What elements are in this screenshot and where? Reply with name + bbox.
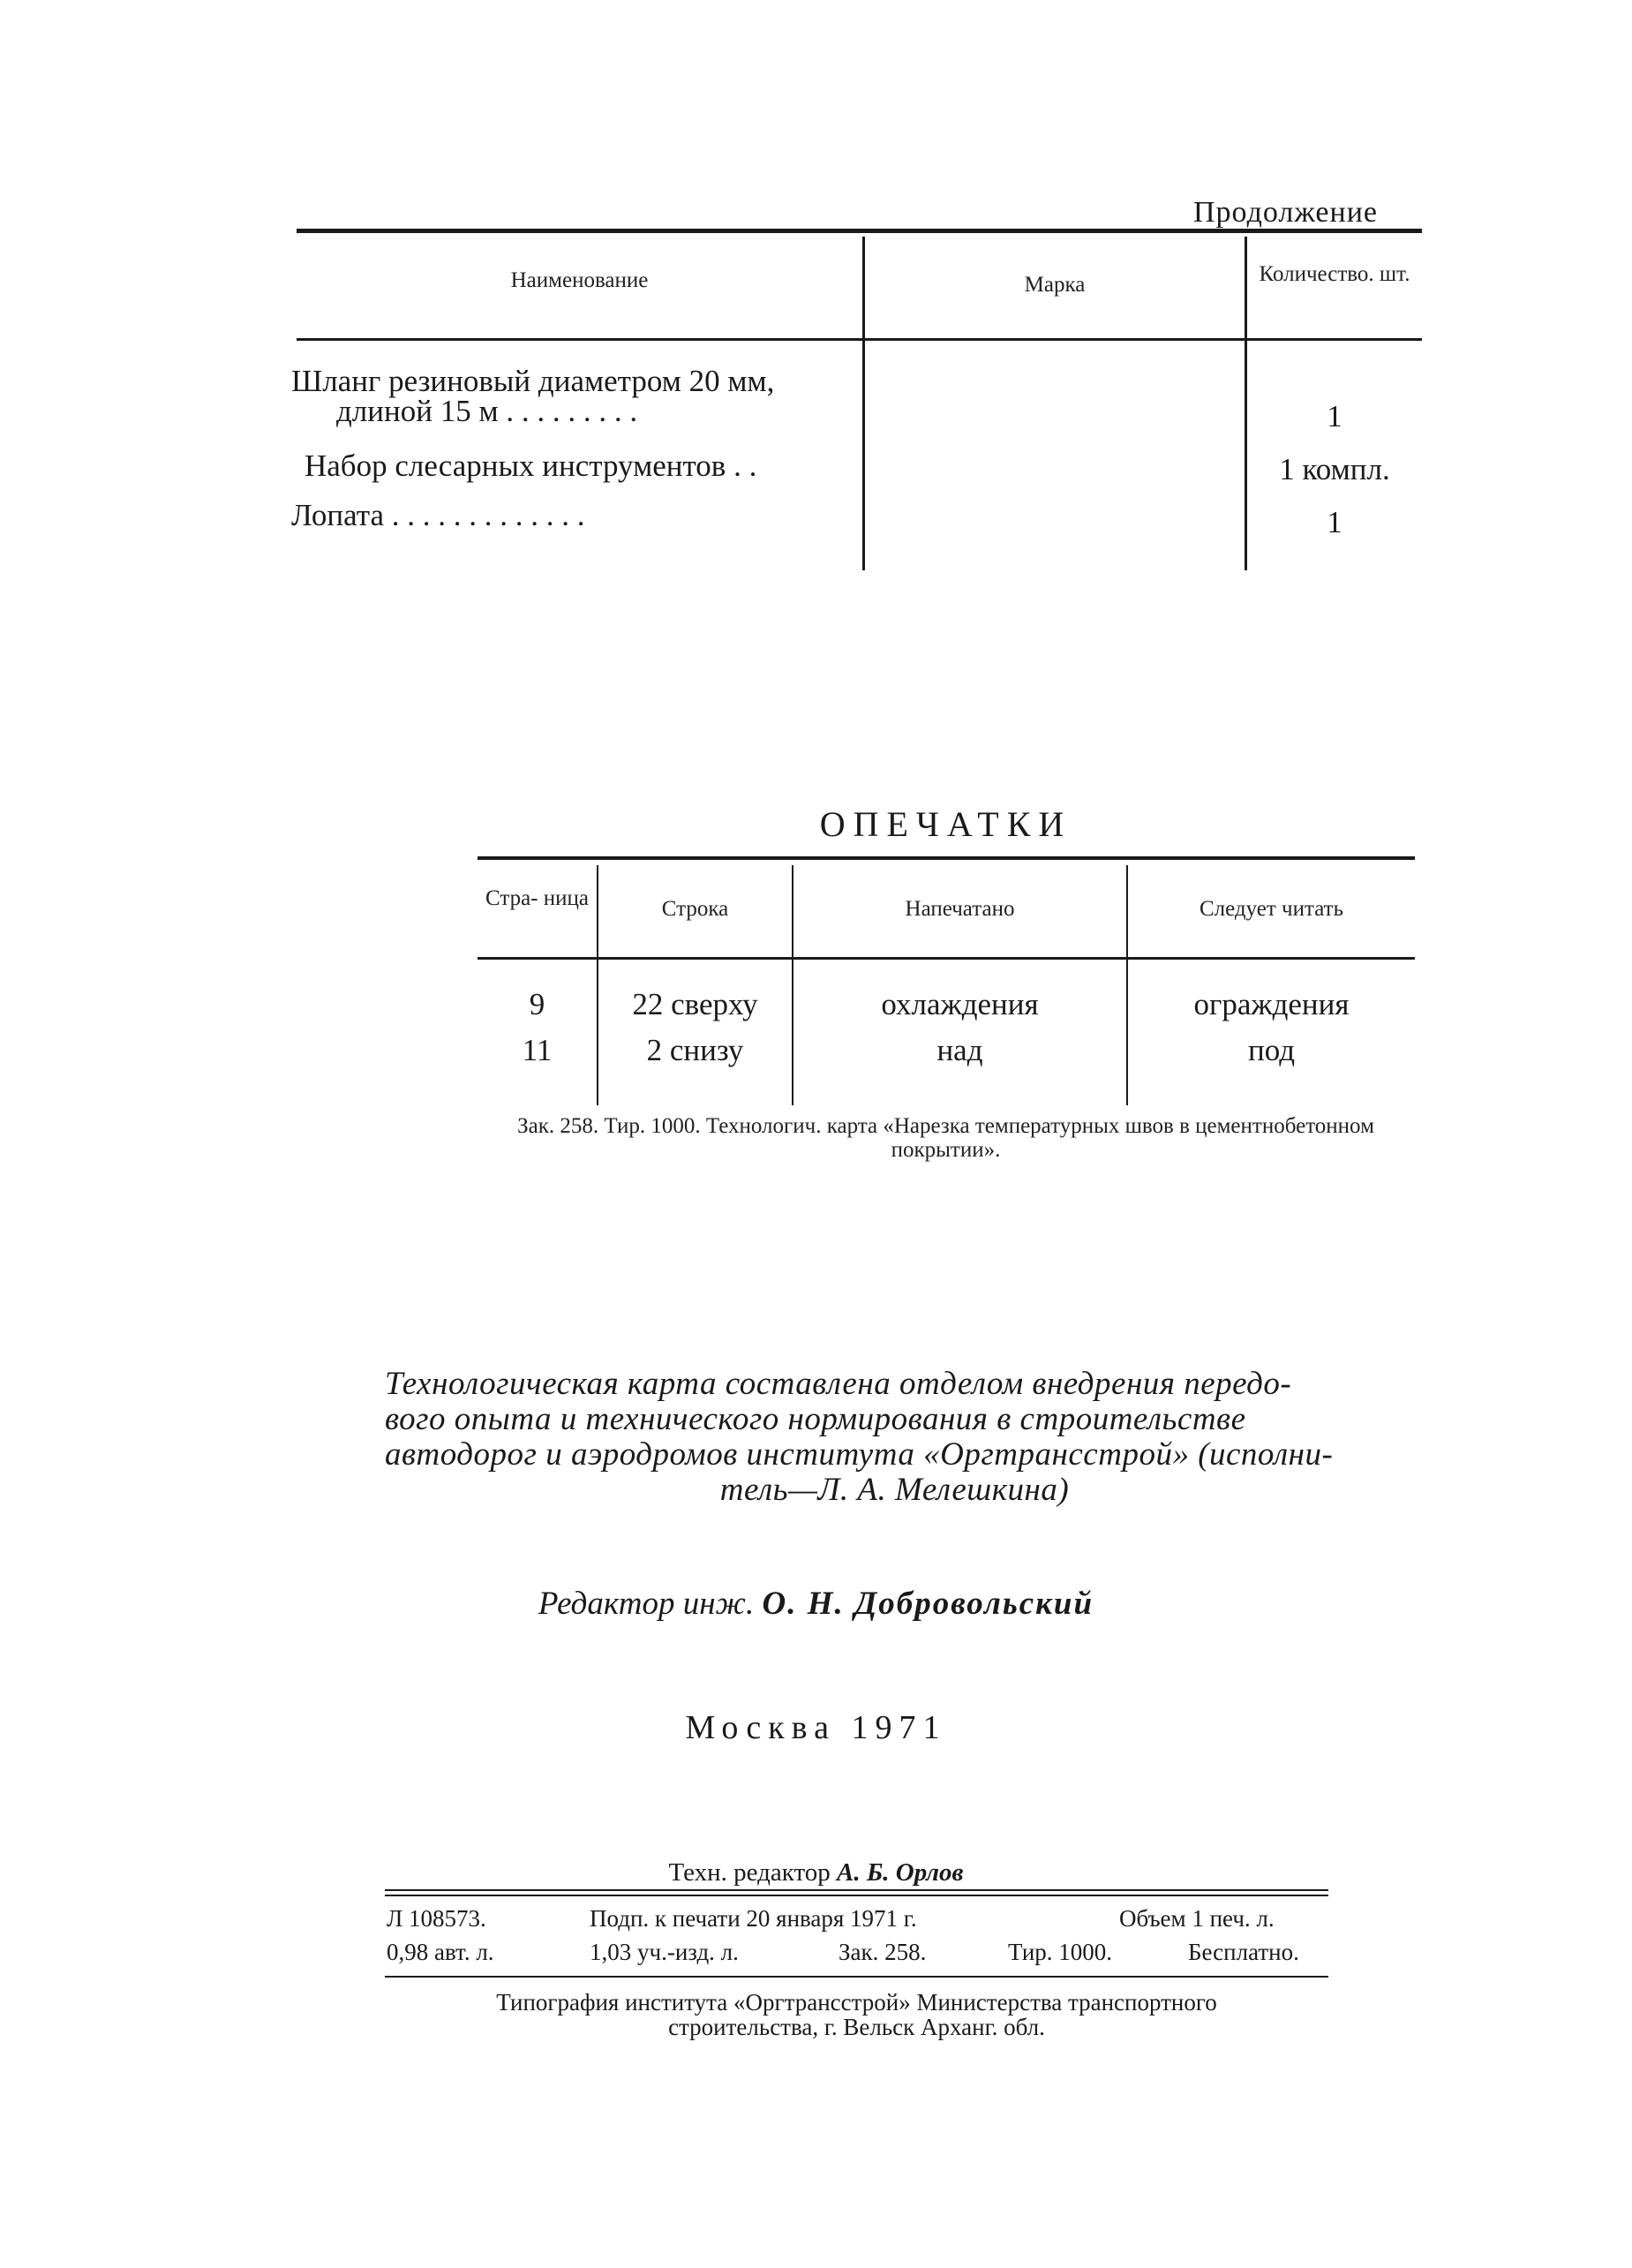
credits-line: Технологическая карта составлена отделом внедрения передо- (385, 1366, 1292, 1402)
editor-label: Редактор инж. (538, 1586, 755, 1622)
colophon-publisher-sheets: 1,03 уч.-изд. л. (590, 1939, 739, 1965)
errata-row-2-printed: над (936, 1033, 983, 1067)
column-header-quantity: Количество. шт. (1259, 262, 1410, 286)
tech-editor-line (265, 1858, 1367, 1887)
errata-title: ОПЕЧАТКИ (819, 804, 1072, 844)
colophon-price: Бесплатно. (1188, 1939, 1299, 1965)
colophon-author-sheets: 0,98 авт. л. (387, 1939, 494, 1965)
row-2-name: Набор слесарных инструментов . . (305, 448, 757, 483)
errata-row-1-line: 22 сверху (632, 987, 758, 1021)
colophon-signed: Подп. к печати 20 января 1971 г. (590, 1905, 917, 1932)
tech-editor-label: Техн. редактор (668, 1858, 831, 1887)
colophon-rule (385, 1976, 1328, 1978)
colophon-order: Зак. 258. (839, 1939, 927, 1965)
colophon-rule (385, 1895, 1328, 1896)
colophon-rule (385, 1889, 1328, 1891)
errata-header-should-read: Следует читать (1199, 897, 1344, 921)
column-header-name: Наименование (510, 268, 649, 292)
colophon-volume: Объем 1 печ. л. (1119, 1905, 1275, 1932)
errata-header-rule (478, 957, 1415, 960)
credits-line: вого опыта и технического нормирования в строительстве (385, 1401, 1246, 1437)
row-1-quantity: 1 (1327, 399, 1342, 433)
table-header-rule (297, 338, 1422, 341)
city-year: Москва 1971 (685, 1709, 947, 1746)
table-top-rule (297, 229, 1422, 233)
row-3-quantity: 1 (1327, 505, 1342, 539)
tech-editor-name: А. Б. Орлов (837, 1858, 964, 1887)
printing-house (385, 1990, 1328, 2039)
editor-line (265, 1585, 1367, 1623)
continuation-label: Продолжение (1193, 196, 1379, 229)
errata-row-2-line: 2 снизу (646, 1033, 744, 1067)
colophon-license: Л 108573. (387, 1905, 486, 1932)
errata-row-1-printed: охлаждения (881, 987, 1039, 1021)
editor-name: О. Н. Добровольский (762, 1586, 1094, 1622)
errata-row-1-should-read: ограждения (1193, 987, 1350, 1021)
row-1-name-cont: длиной 15 м . . . . . . . . . (336, 394, 638, 428)
errata-header-page: Стра- ница (485, 886, 589, 910)
printing-house-line: Типография института «Оргтрансстрой» Министерства транспортного (496, 1989, 1217, 2016)
errata-header-printed: Напечатано (905, 897, 1015, 921)
credits-line: автодорог и аэродромов института «Оргтрансстрой» (исполни- (385, 1436, 1334, 1473)
errata-note: Зак. 258. Тир. 1000. Технологич. карта «Нарезка температурных швов в цементнобетонном покрытии». (517, 1114, 1374, 1162)
colophon-print-run: Тир. 1000. (1008, 1939, 1113, 1965)
errata-row-2-should-read: под (1247, 1033, 1296, 1067)
row-1-name: Шланг резиновый диаметром 20 мм, (291, 364, 775, 398)
errata-row-1-page: 9 (529, 987, 545, 1021)
credits-paragraph (385, 1367, 1404, 1508)
errata-top-rule (478, 856, 1415, 860)
row-3-name: Лопата . . . . . . . . . . . . . (291, 498, 585, 532)
errata-header-line: Строка (661, 897, 729, 921)
credits-line: тель—Л. А. Мелешкина) (719, 1472, 1070, 1508)
errata-row-2-page: 11 (522, 1033, 553, 1067)
column-header-mark: Марка (1024, 273, 1086, 297)
row-2-quantity: 1 компл. (1279, 452, 1390, 486)
printing-house-line: строительства, г. Вельск Арханг. обл. (668, 2014, 1045, 2040)
